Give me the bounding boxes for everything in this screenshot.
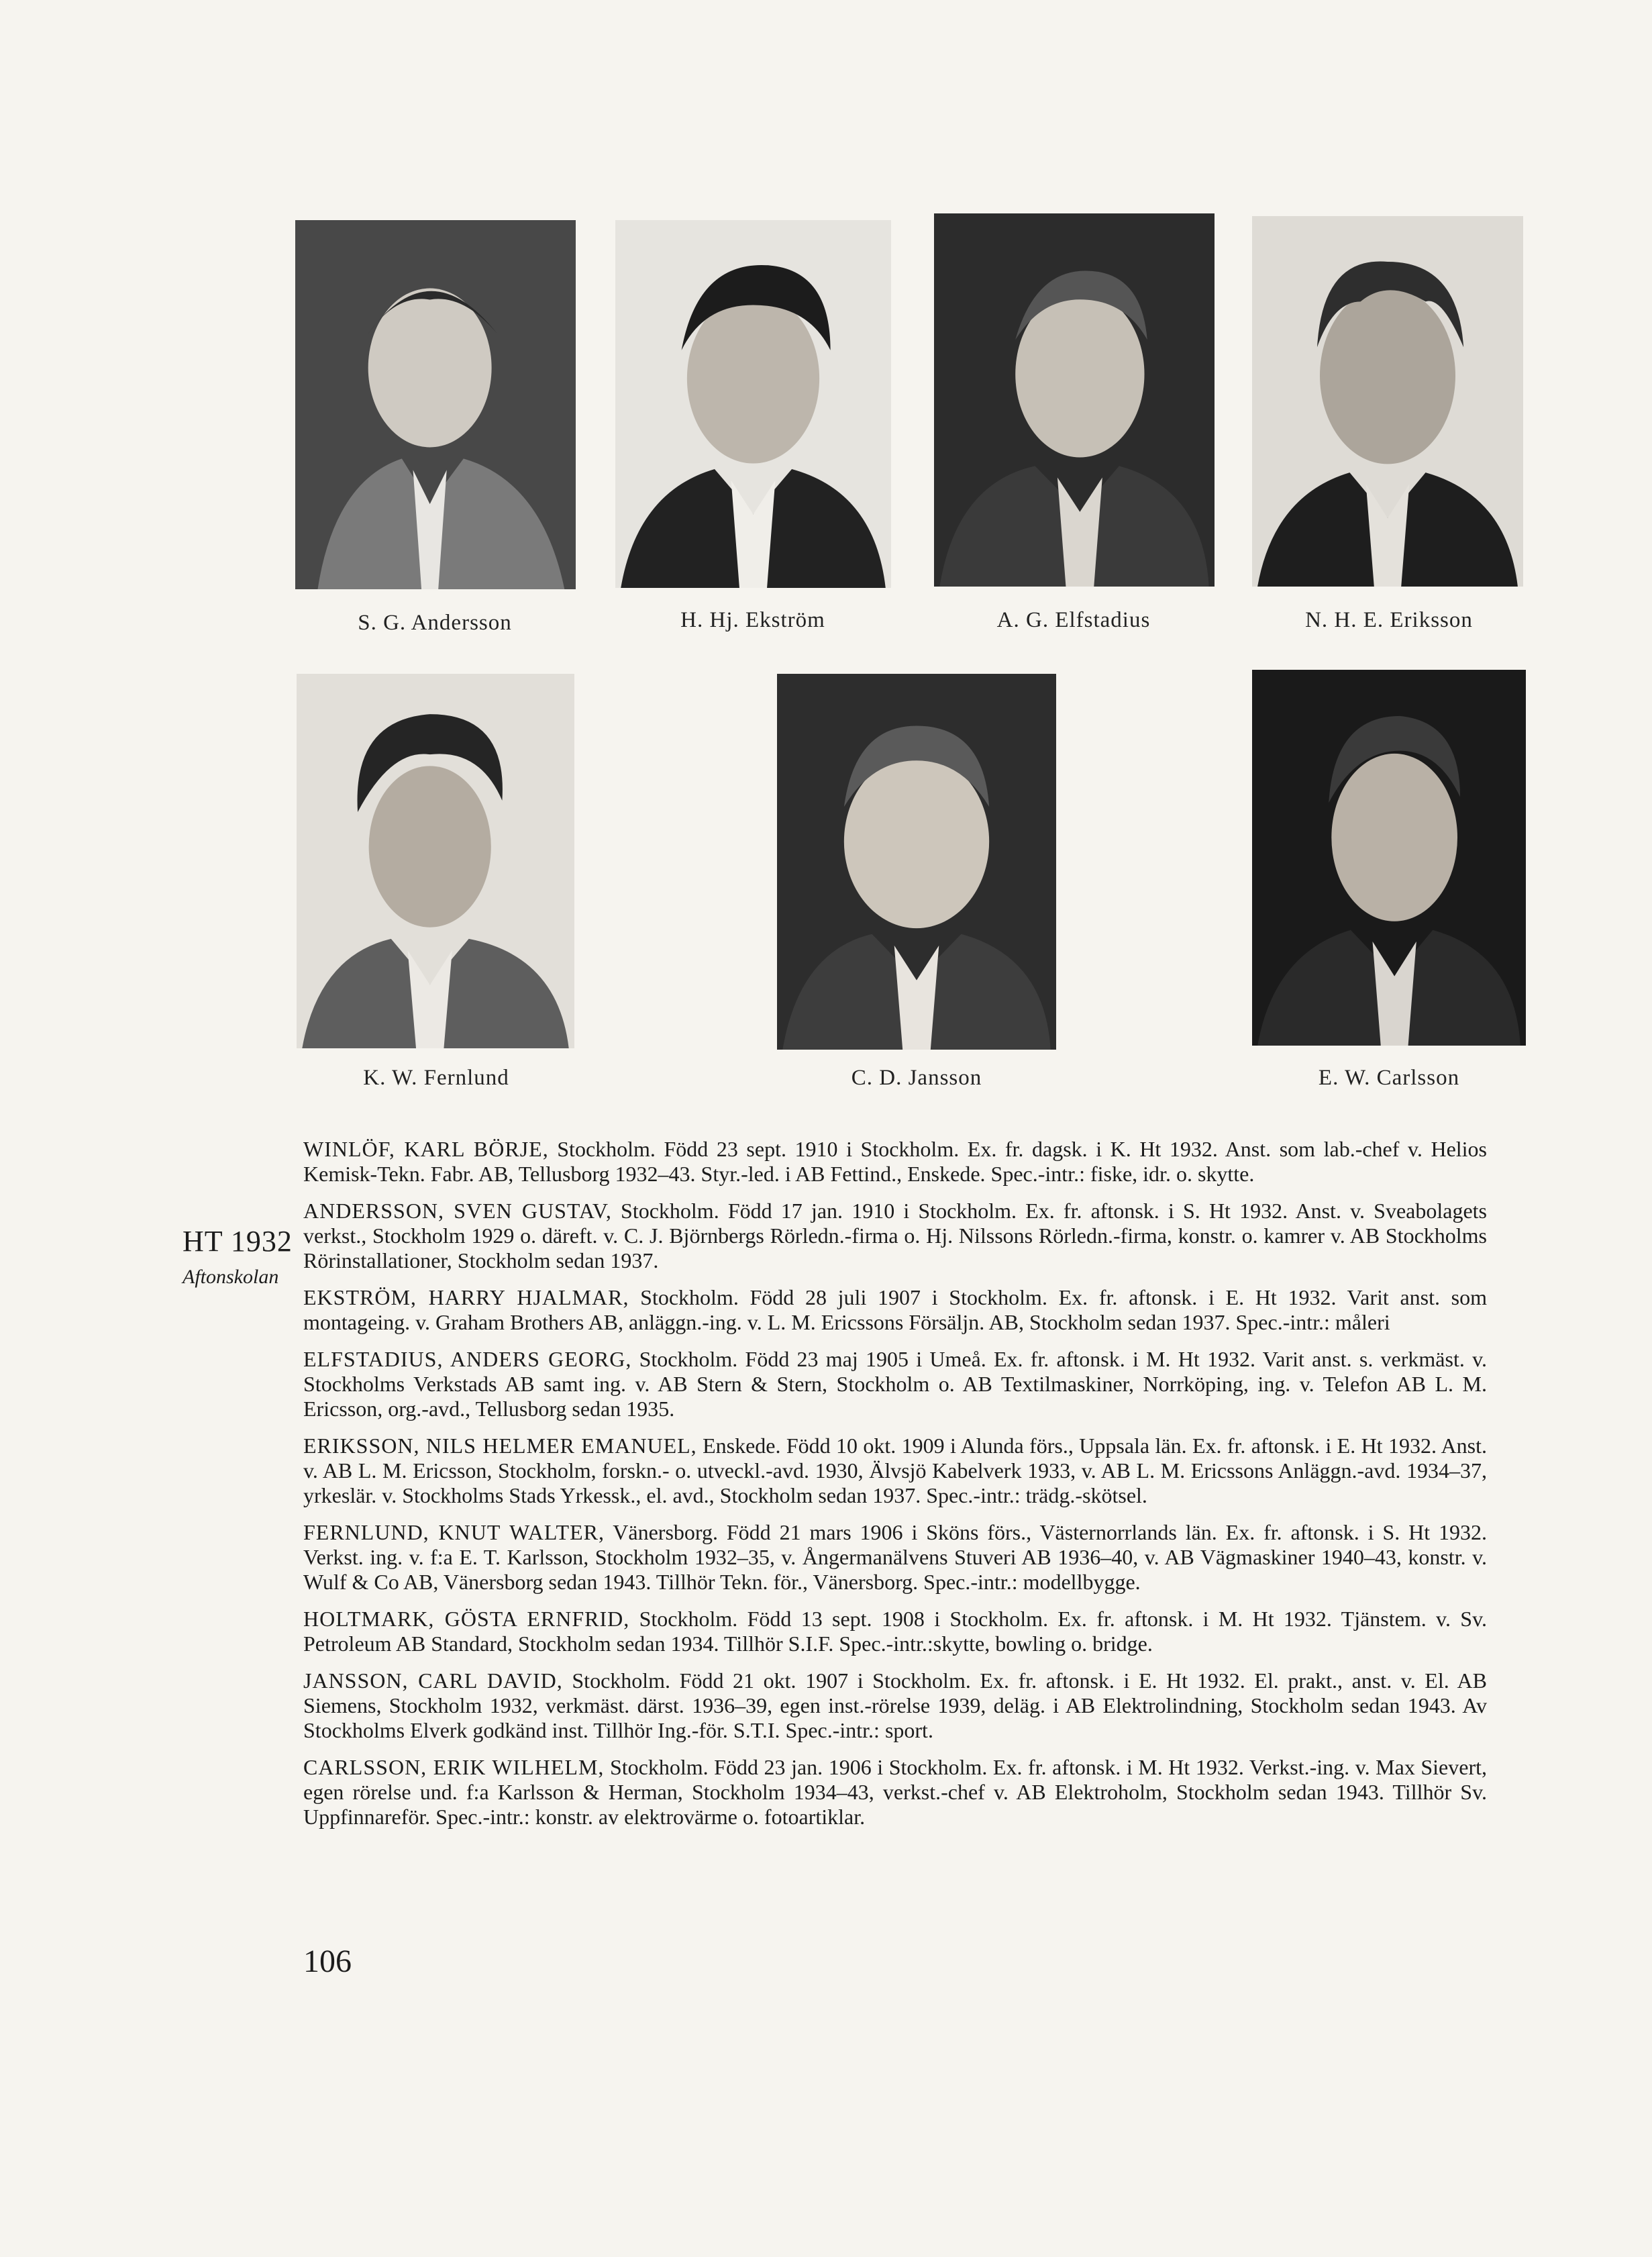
- person-name: ANDERSSON, SVEN GUSTAV,: [303, 1199, 612, 1223]
- page-number: 106: [303, 1944, 352, 1979]
- portrait-photo: [615, 220, 891, 588]
- portrait-photo: [1252, 670, 1526, 1046]
- portrait-caption: H. Hj. Ekström: [680, 608, 825, 632]
- portrait-photo: [777, 674, 1056, 1050]
- person-name: FERNLUND, KNUT WALTER,: [303, 1520, 605, 1544]
- biography-text: Stockholm. Född 13 sept. 1908 i Stockholm. Ex. fr. aftonsk. i M. Ht 1932. Tjänstem. v. Sv. Petroleum AB Standard, Stockholm sedan 1934. Tillhör S.I.F. Spec.-intr.:skytte, bowling o. bridge.: [303, 1607, 1488, 1656]
- biography-entry: [303, 1347, 1487, 1421]
- biography-text: Stockholm. Född 17 jan. 1910 i Stockholm. Ex. fr. aftonsk. i S. Ht 1932. Anst. v. Sveabolagets verkst., Stockholm 1929 o. däreft. v. C. J. Björnbergs Rörledn.-firma o. Hj. Nilssons Rörledn.-firma, konstr. o. kamrer v. AB Stockholms Rörinstallationer, Stockholm sedan 1937.: [303, 1199, 1488, 1272]
- person-name: ERIKSSON, NILS HELMER EMANUEL,: [303, 1434, 697, 1458]
- biography-text: Stockholm. Född 28 juli 1907 i Stockholm. Ex. fr. aftonsk. i E. Ht 1932. Varit anst. som montageing. v. Graham Brothers AB, anläggn.-ing. v. L. M. Ericssons Försäljn. AB, Stockholm sedan 1937. Spec.-intr.: måleri: [303, 1285, 1488, 1334]
- person-name: EKSTRÖM, HARRY HJALMAR,: [303, 1285, 629, 1309]
- biography-text: Vänersborg. Född 21 mars 1906 i Sköns förs., Västernorrlands län. Ex. fr. aftonsk. i S. Ht 1932. Verkst. ing. v. f:a E. T. Karlsson, Stockholm 1932–35, v. Ångermanälvens Stuveri AB 1936–40, v. AB Vägmaskiner 1940–43, konstr. v. Wulf & Co AB, Vänersborg sedan 1943. Tillhör Tekn. för., Vänersborg. Spec.-intr.: modellbygge.: [303, 1520, 1488, 1594]
- biography-entry: [303, 1668, 1487, 1743]
- portrait-caption: K. W. Fernlund: [363, 1066, 509, 1090]
- biography-entry: [303, 1137, 1487, 1187]
- biography-entry: [303, 1520, 1487, 1595]
- biography-entry: [303, 1607, 1487, 1656]
- biography-text: Stockholm. Född 23 maj 1905 i Umeå. Ex. fr. aftonsk. i M. Ht 1932. Varit anst. s. verkmäst. v. Stockholms Verkstads AB samt ing. v. AB Stern & Stern, Stockholm o. AB Textilmaskiner, Norrköping, ing. v. Telefon AB L. M. Ericsson, org.-avd., Tellusborg sedan 1935.: [303, 1347, 1488, 1421]
- biography-entry: [303, 1199, 1487, 1273]
- person-name: ELFSTADIUS, ANDERS GEORG,: [303, 1347, 632, 1371]
- biography-text: Stockholm. Född 21 okt. 1907 i Stockholm. Ex. fr. aftonsk. i E. Ht 1932. El. prakt., anst. v. El. AB Siemens, Stockholm 1932, verkmäst. därst. 1936–39, egen inst.-rörelse 1939, deläg. i AB Elektrolindning, Stockholm sedan 1943. Av Stockholms Elverk godkänd inst. Tillhör Ing.-för. S.T.I. Spec.-intr.: sport.: [303, 1668, 1488, 1742]
- person-name: HOLTMARK, GÖSTA ERNFRID,: [303, 1607, 630, 1631]
- person-name: WINLÖF, KARL BÖRJE,: [303, 1137, 549, 1161]
- biography-entry: [303, 1755, 1487, 1829]
- person-name: JANSSON, CARL DAVID,: [303, 1668, 563, 1693]
- portrait-caption: E. W. Carlsson: [1318, 1066, 1460, 1090]
- section-subtitle: Aftonskolan: [183, 1266, 279, 1288]
- person-name: CARLSSON, ERIK WILHELM,: [303, 1755, 605, 1779]
- portrait-photo: [295, 220, 576, 589]
- biography-text: Enskede. Född 10 okt. 1909 i Alunda förs., Uppsala län. Ex. fr. aftonsk. i E. Ht 1932. Anst. v. AB L. M. Ericsson, Stockholm, forskn.- o. utveckl.-avd. 1930, Älvsjö Kabelverk 1933, v. AB L. M. Ericssons Anläggn.-avd. 1934–37, yrkeslär. v. Stockholms Stads Yrkessk., el. avd., Stockholm sedan 1937. Spec.-intr.: trädg.-skötsel.: [303, 1434, 1488, 1507]
- biography-list: [303, 1137, 1487, 1842]
- portrait-caption: A. G. Elfstadius: [996, 608, 1151, 632]
- biography-entry: [303, 1285, 1487, 1335]
- biography-entry: [303, 1434, 1487, 1508]
- biography-text: Stockholm. Född 23 jan. 1906 i Stockholm. Ex. fr. aftonsk. i M. Ht 1932. Verkst.-ing. v. Max Sievert, egen rörelse und. f:a Karlsson & Herman, Stockholm 1934–43, verkst.-chef v. AB Elektroholm, Stockholm sedan 1943. Tillhör Sv. Uppfinnareför. Spec.-intr.: konstr. av elektrovärme o. fotoartiklar.: [303, 1755, 1488, 1829]
- portrait-caption: N. H. E. Eriksson: [1305, 608, 1473, 632]
- portrait-photo: [1252, 216, 1523, 587]
- portrait-photo: [934, 213, 1215, 587]
- portrait-caption: C. D. Jansson: [851, 1066, 982, 1090]
- section-title: HT 1932: [183, 1225, 293, 1258]
- portrait-photo: [297, 674, 574, 1048]
- portrait-caption: S. G. Andersson: [358, 611, 512, 635]
- biography-text: Stockholm. Född 23 sept. 1910 i Stockholm. Ex. fr. dagsk. i K. Ht 1932. Anst. som lab.-chef v. Helios Kemisk-Tekn. Fabr. AB, Tellusborg 1932–43. Styr.-led. i AB Fettind., Enskede. Spec.-intr.: fiske, idr. o. skytte.: [303, 1137, 1488, 1186]
